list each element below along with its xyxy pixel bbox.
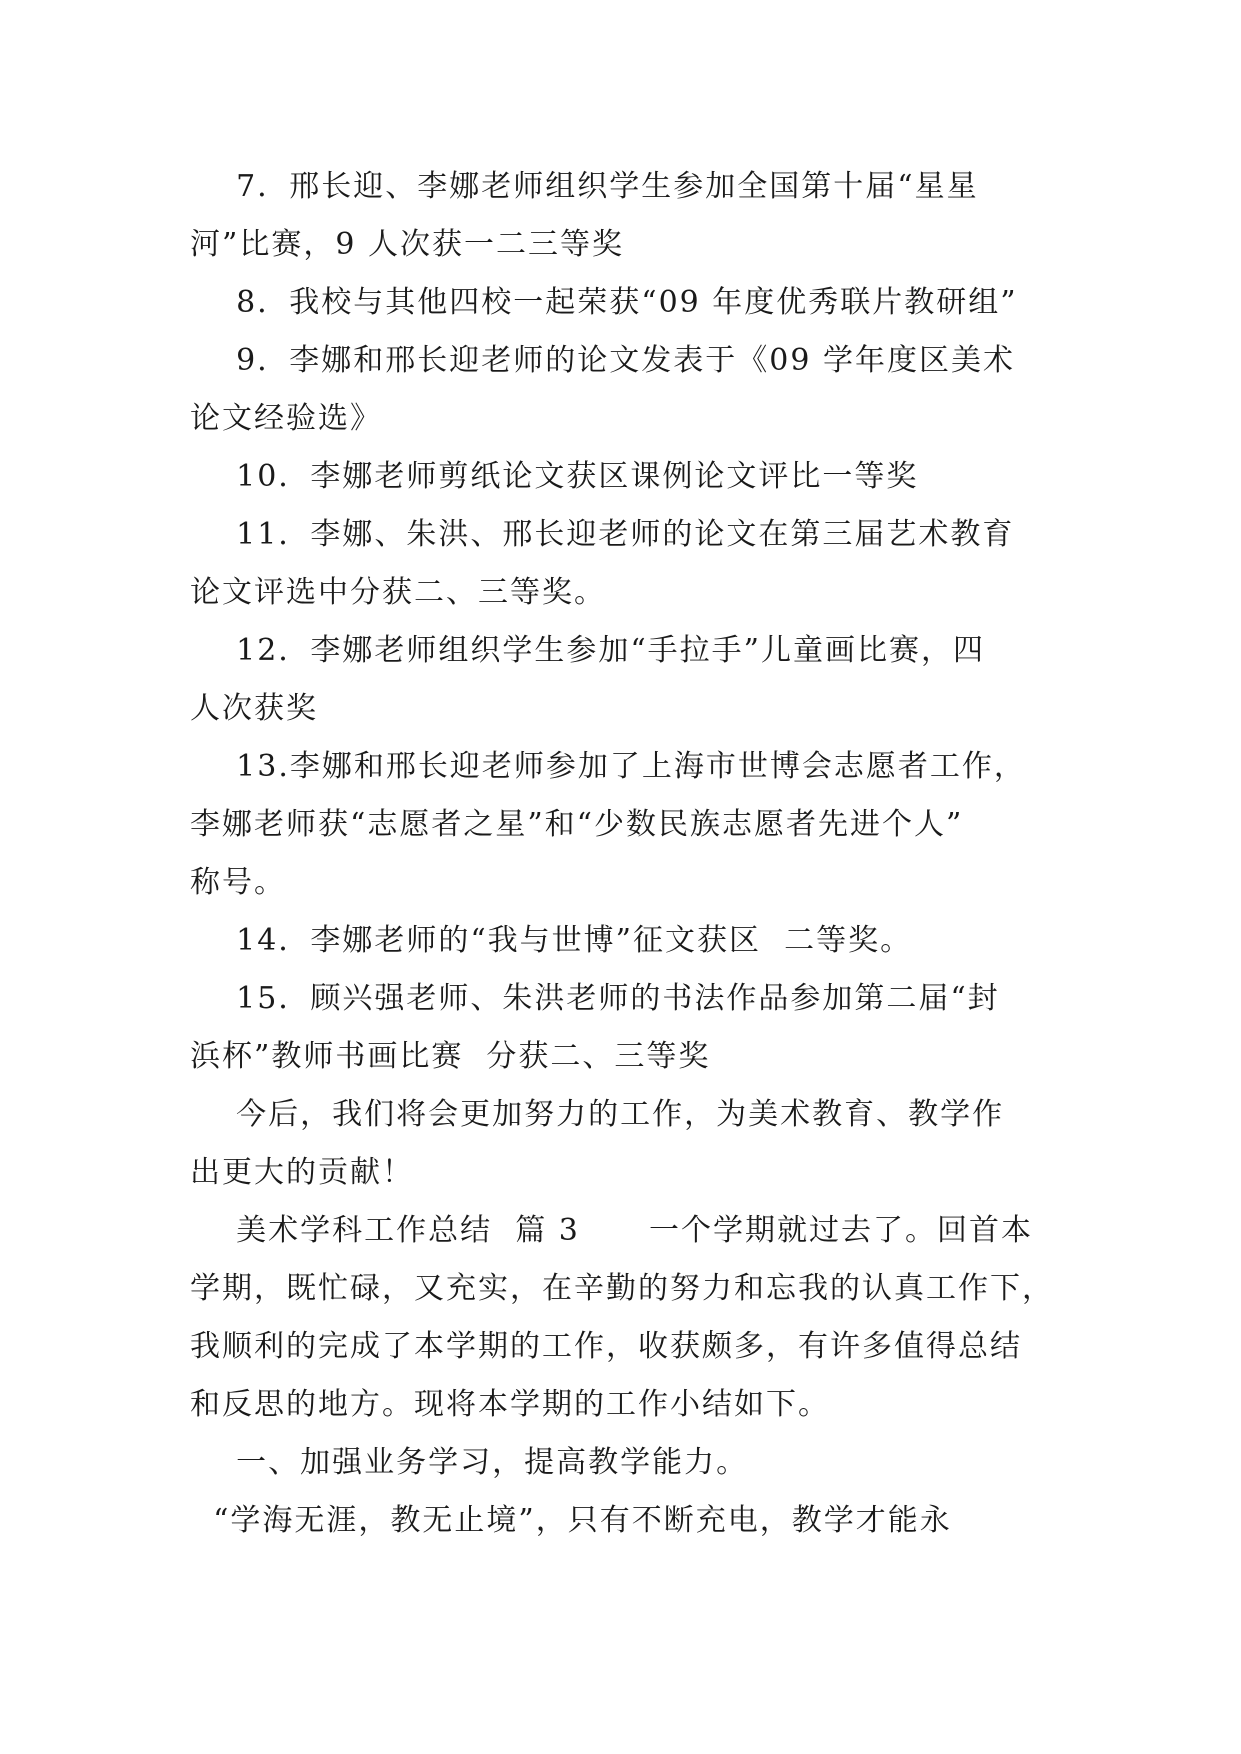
text-line: 13.李娜和邢长迎老师参加了上海市世博会志愿者工作， — [190, 749, 1026, 784]
text-line: 7．邢长迎、李娜老师组织学生参加全国第十届“星星 — [190, 169, 979, 204]
text-line: 李娜老师获“志愿者之星”和“少数民族志愿者先进个人” — [190, 807, 964, 842]
text-line: 8．我校与其他四校一起荣获“09 年度优秀联片教研组” — [190, 285, 1018, 320]
text-line: 论文评选中分获二、三等奖。 — [190, 575, 606, 610]
text-line: 论文经验选》 — [190, 401, 382, 436]
text-line: 我顺利的完成了本学期的工作，收获颇多，有许多值得总结 — [190, 1329, 1022, 1364]
text-line: 12．李娜老师组织学生参加“手拉手”儿童画比赛，四 — [190, 633, 985, 668]
text-line: “学海无涯，教无止境”，只有不断充电，教学才能永 — [190, 1503, 952, 1538]
text-line: 浜杯”教师书画比赛 分获二、三等奖 — [190, 1039, 711, 1074]
text-line: 15．顾兴强老师、朱洪老师的书法作品参加第二届“封 — [190, 981, 1000, 1016]
document-page — [190, 158, 1054, 1550]
text-line: 河”比赛，9 人次获一二三等奖 — [190, 227, 624, 262]
text-line: 9．李娜和邢长迎老师的论文发表于《09 学年度区美术 — [190, 343, 1015, 378]
text-line: 人次获奖 — [190, 691, 318, 726]
text-line: 美术学科工作总结 篇 3 一个学期就过去了。回首本 — [190, 1213, 1034, 1248]
text-line: 一、加强业务学习，提高教学能力。 — [190, 1445, 749, 1480]
text-line: 10．李娜老师剪纸论文获区课例论文评比一等奖 — [190, 459, 919, 494]
text-line: 学期，既忙碌，又充实，在辛勤的努力和忘我的认真工作下， — [190, 1271, 1054, 1306]
text-line: 称号。 — [190, 865, 286, 900]
text-line: 14．李娜老师的“我与世博”征文获区 二等奖。 — [190, 923, 913, 958]
text-line: 11．李娜、朱洪、邢长迎老师的论文在第三届艺术教育 — [190, 517, 1015, 552]
text-line: 今后，我们将会更加努力的工作，为美术教育、教学作 — [190, 1097, 1005, 1132]
text-line: 出更大的贡献！ — [190, 1155, 414, 1190]
text-line: 和反思的地方。现将本学期的工作小结如下。 — [190, 1387, 830, 1422]
